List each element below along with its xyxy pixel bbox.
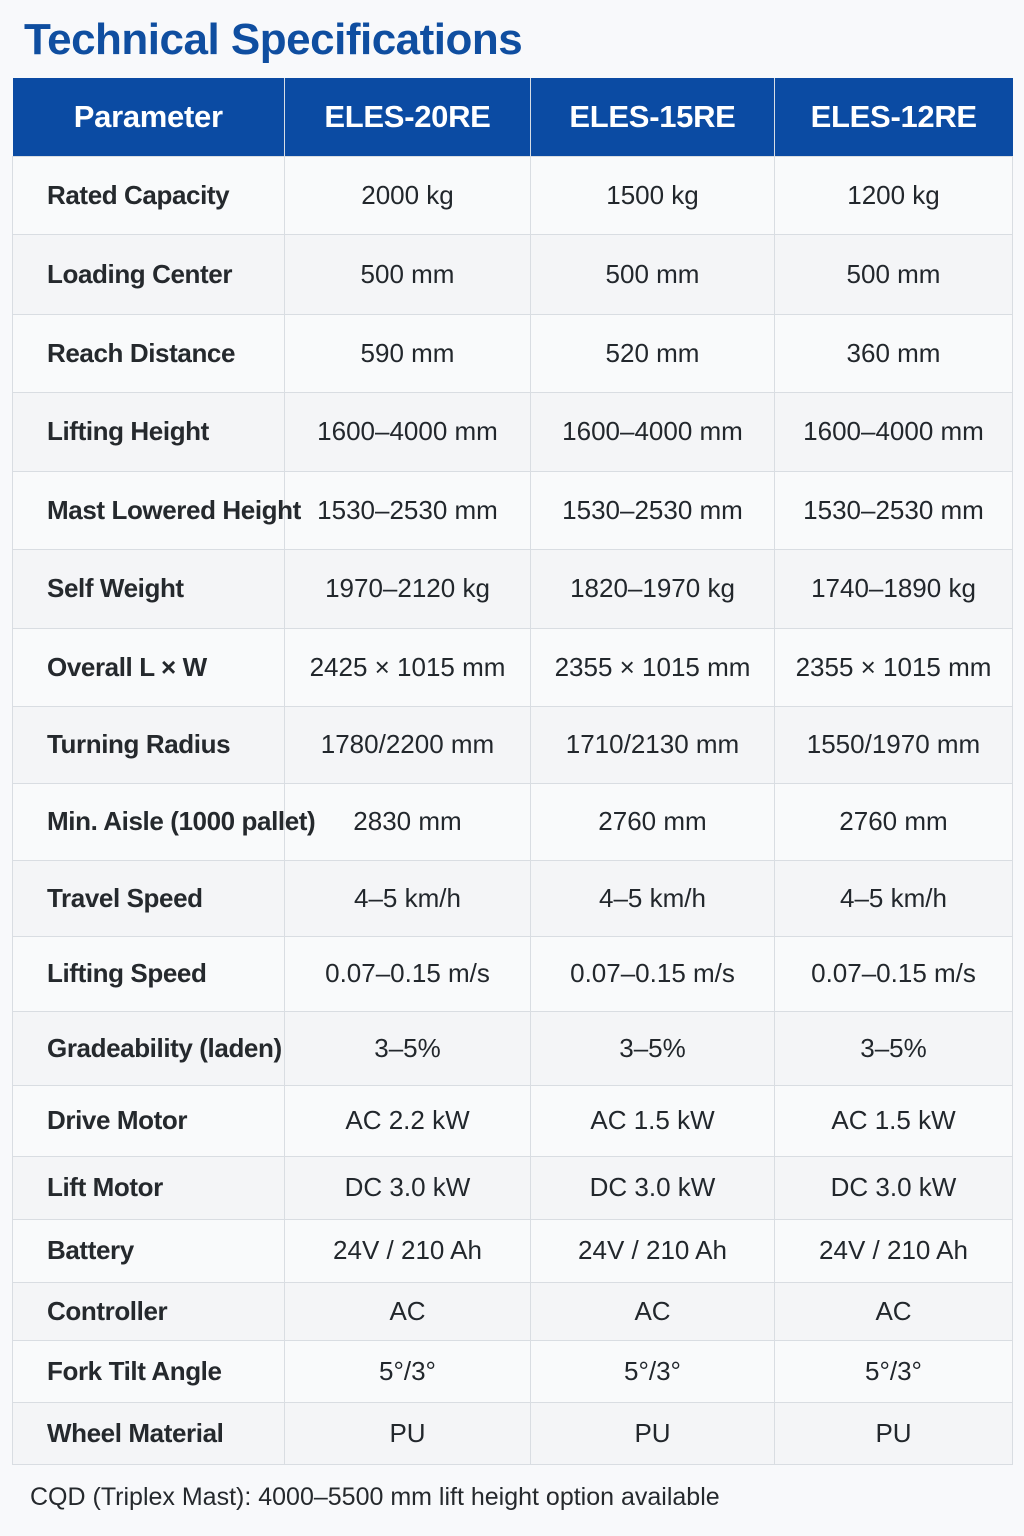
spec-value: 1530–2530 mm [285,471,531,549]
table-row [13,783,1013,860]
spec-value: 2355 × 1015 mm [775,628,1013,706]
spec-value: 5°/3° [531,1340,775,1402]
spec-value: 5°/3° [775,1340,1013,1402]
spec-value: 3–5% [531,1011,775,1085]
spec-value: 2000 kg [285,156,531,234]
table-row [13,471,1013,549]
spec-value: 1780/2200 mm [285,706,531,783]
spec-value: 24V / 210 Ah [775,1219,1013,1282]
spec-value: 24V / 210 Ah [531,1219,775,1282]
spec-value: DC 3.0 kW [285,1156,531,1219]
spec-value: 1820–1970 kg [531,549,775,628]
param-label: Lift Motor [13,1156,285,1219]
param-label: Lifting Speed [13,936,285,1011]
spec-value: 1600–4000 mm [531,392,775,471]
table-row [13,549,1013,628]
param-label: Drive Motor [13,1085,285,1156]
spec-value: 0.07–0.15 m/s [285,936,531,1011]
table-row [13,314,1013,392]
table-row [13,1156,1013,1219]
spec-value: 0.07–0.15 m/s [775,936,1013,1011]
table-header-row [13,78,1013,156]
spec-value: 1530–2530 mm [531,471,775,549]
page-title: Technical Specifications [24,15,523,64]
spec-value: 1530–2530 mm [775,471,1013,549]
param-label: Mast Lowered Height [13,471,285,549]
spec-value: 2830 mm [285,783,531,860]
table-row [13,1282,1013,1340]
spec-value: AC [285,1282,531,1340]
spec-value: AC [531,1282,775,1340]
spec-value: 24V / 210 Ah [285,1219,531,1282]
param-label: Fork Tilt Angle [13,1340,285,1402]
table-row [13,234,1013,314]
header-parameter: Parameter [13,78,285,156]
spec-value: 0.07–0.15 m/s [531,936,775,1011]
spec-value: 1600–4000 mm [285,392,531,471]
spec-value: 500 mm [531,234,775,314]
table-row [13,628,1013,706]
spec-value: PU [285,1402,531,1464]
spec-value: 500 mm [285,234,531,314]
param-label: Lifting Height [13,392,285,471]
spec-value: 2760 mm [531,783,775,860]
param-label: Overall L × W [13,628,285,706]
spec-value: 590 mm [285,314,531,392]
spec-value: 1550/1970 mm [775,706,1013,783]
spec-value: 1500 kg [531,156,775,234]
param-label: Controller [13,1282,285,1340]
table-row [13,392,1013,471]
header-eles-15re: ELES-15RE [531,78,775,156]
spec-value: 1710/2130 mm [531,706,775,783]
spec-value: 500 mm [775,234,1013,314]
spec-value: 3–5% [775,1011,1013,1085]
spec-value: PU [775,1402,1013,1464]
spec-value: 1740–1890 kg [775,549,1013,628]
param-label: Wheel Material [13,1402,285,1464]
spec-value: 4–5 km/h [531,860,775,936]
header-eles-12re: ELES-12RE [775,78,1013,156]
spec-value: 1600–4000 mm [775,392,1013,471]
spec-value: 2760 mm [775,783,1013,860]
footnote: CQD (Triplex Mast): 4000–5500 mm lift height option available [30,1483,720,1511]
table-row [13,1340,1013,1402]
spec-value: 520 mm [531,314,775,392]
param-label: Battery [13,1219,285,1282]
spec-value: DC 3.0 kW [775,1156,1013,1219]
spec-value: 4–5 km/h [775,860,1013,936]
table-row [13,860,1013,936]
param-label: Self Weight [13,549,285,628]
spec-value: 1200 kg [775,156,1013,234]
param-label: Gradeability (laden) [13,1011,285,1085]
param-label: Travel Speed [13,860,285,936]
table-row [13,1219,1013,1282]
table-row [13,1085,1013,1156]
table-row [13,1011,1013,1085]
spec-value: 4–5 km/h [285,860,531,936]
table-row [13,706,1013,783]
spec-table [12,78,1013,1465]
spec-value: 5°/3° [285,1340,531,1402]
spec-value: 1970–2120 kg [285,549,531,628]
table-row [13,936,1013,1011]
spec-value: 3–5% [285,1011,531,1085]
param-label: Reach Distance [13,314,285,392]
spec-value: 2425 × 1015 mm [285,628,531,706]
table-row [13,1402,1013,1464]
spec-value: AC [775,1282,1013,1340]
param-label: Rated Capacity [13,156,285,234]
header-eles-20re: ELES-20RE [285,78,531,156]
spec-value: PU [531,1402,775,1464]
spec-value: AC 1.5 kW [775,1085,1013,1156]
param-label: Loading Center [13,234,285,314]
param-label: Min. Aisle (1000 pallet) [13,783,285,860]
spec-value: 2355 × 1015 mm [531,628,775,706]
spec-value: 360 mm [775,314,1013,392]
spec-value: DC 3.0 kW [531,1156,775,1219]
param-label: Turning Radius [13,706,285,783]
spec-value: AC 1.5 kW [531,1085,775,1156]
spec-value: AC 2.2 kW [285,1085,531,1156]
table-row [13,156,1013,234]
